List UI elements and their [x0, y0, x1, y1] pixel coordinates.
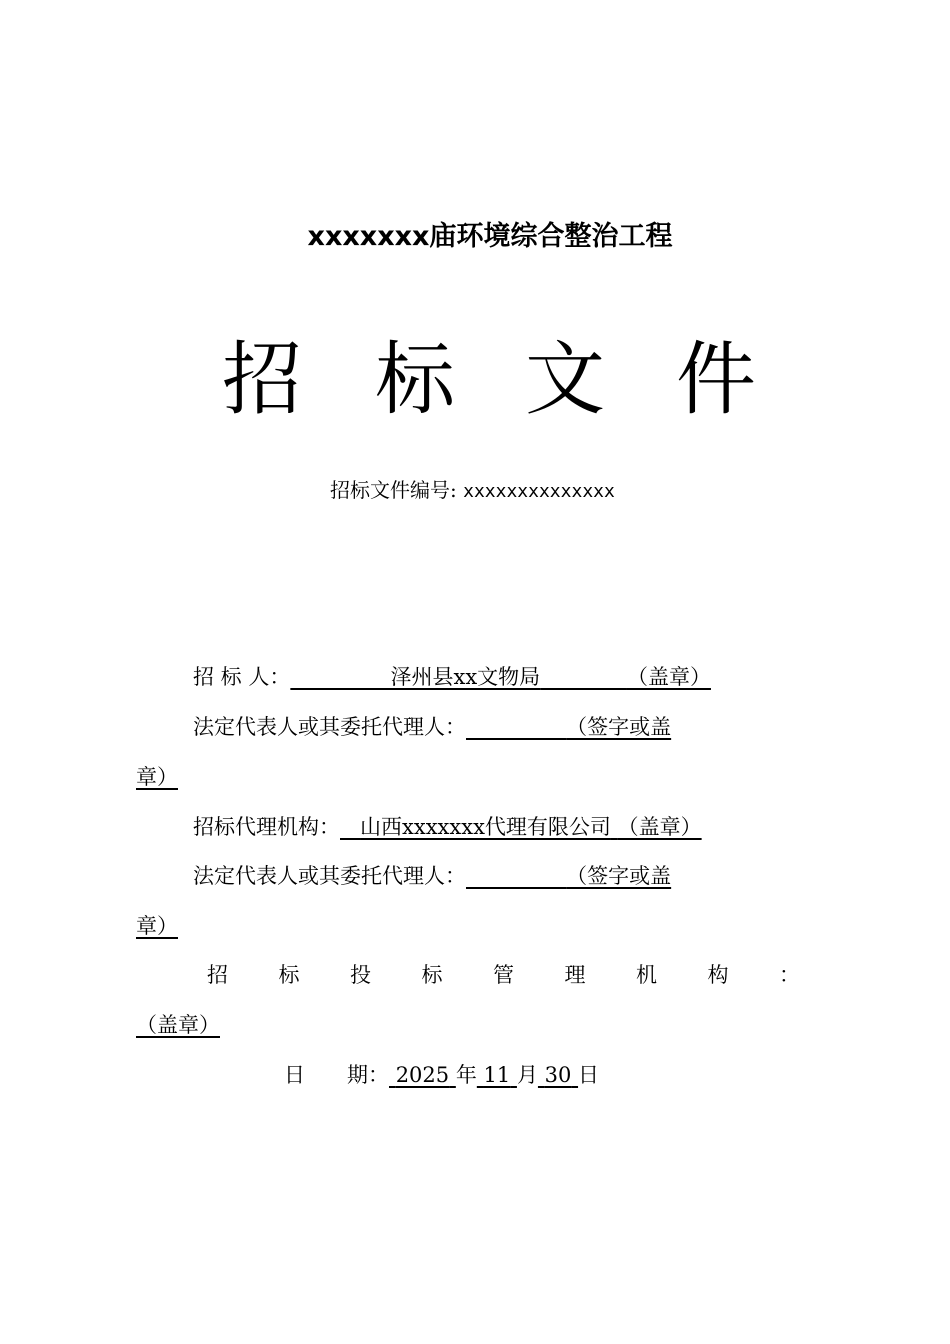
legal-rep-sign-1a: （签字或盖 — [566, 715, 672, 739]
document-title-char-2: 标 — [375, 333, 455, 426]
date-month-field — [477, 1063, 517, 1087]
legal-rep-line-2-cont — [136, 911, 178, 941]
date-month-unit: 月 — [516, 1063, 538, 1087]
authority-seal-line — [136, 1010, 220, 1040]
date-day-unit: 日 — [578, 1063, 600, 1087]
agency-name: 山西xxxxxxx代理有限公司 — [360, 815, 611, 839]
authority-char: 投 — [350, 963, 371, 987]
agency-field — [340, 815, 702, 839]
legal-rep-field-1 — [466, 715, 566, 739]
legal-rep-sign-1b: 章） — [136, 765, 178, 789]
document-title — [0, 330, 950, 430]
authority-char: 标 — [278, 963, 300, 987]
authority-char: 管 — [493, 963, 514, 987]
legal-rep-sign-2a: （签字或盖 — [566, 864, 672, 888]
agency-seal: （盖章） — [617, 815, 702, 839]
date-year: 2025 — [395, 1063, 450, 1087]
agency-line — [193, 812, 702, 842]
legal-rep-label-2: 法定代表人或其委托代理人： — [193, 864, 466, 888]
date-day-field — [538, 1063, 578, 1087]
legal-rep-sign-2b: 章） — [136, 914, 178, 938]
tenderer-field — [290, 665, 711, 689]
document-number-value: xxxxxxxxxxxxxx — [463, 481, 615, 502]
document-title-char-4: 件 — [676, 333, 756, 426]
document-number — [330, 476, 615, 506]
tenderer-line — [193, 662, 711, 692]
authority-char: 招 — [207, 963, 228, 987]
legal-rep-field-2 — [466, 864, 566, 888]
legal-rep-line-2 — [193, 861, 671, 891]
date-label: 日 期： — [284, 1063, 389, 1087]
document-number-label: 招标文件编号: — [330, 478, 457, 502]
date-year-unit: 年 — [455, 1063, 477, 1087]
authority-char: ： — [779, 963, 800, 987]
document-title-char-1: 招 — [222, 333, 302, 426]
authority-char: 标 — [421, 963, 443, 987]
tenderer-seal: （盖章） — [626, 665, 711, 689]
authority-seal: （盖章） — [136, 1013, 220, 1037]
authority-char: 机 — [636, 963, 657, 987]
date-month: 11 — [483, 1063, 511, 1087]
tenderer-label: 招 标 人： — [193, 665, 291, 689]
tenderer-name: 泽州县xx文物局 — [390, 665, 541, 689]
authority-char: 理 — [564, 963, 586, 987]
date-day: 30 — [544, 1063, 572, 1087]
authority-char: 构 — [707, 963, 729, 987]
date-year-field — [389, 1063, 456, 1087]
legal-rep-label-1: 法定代表人或其委托代理人： — [193, 715, 466, 739]
date-line — [284, 1060, 599, 1090]
legal-rep-line-1-cont — [136, 762, 178, 792]
agency-label: 招标代理机构： — [193, 815, 340, 839]
project-title: xxxxxxx庙环境综合整治工程 — [307, 221, 673, 252]
legal-rep-line-1 — [193, 712, 671, 742]
document-title-char-3: 文 — [525, 333, 605, 426]
authority-line — [207, 960, 800, 990]
